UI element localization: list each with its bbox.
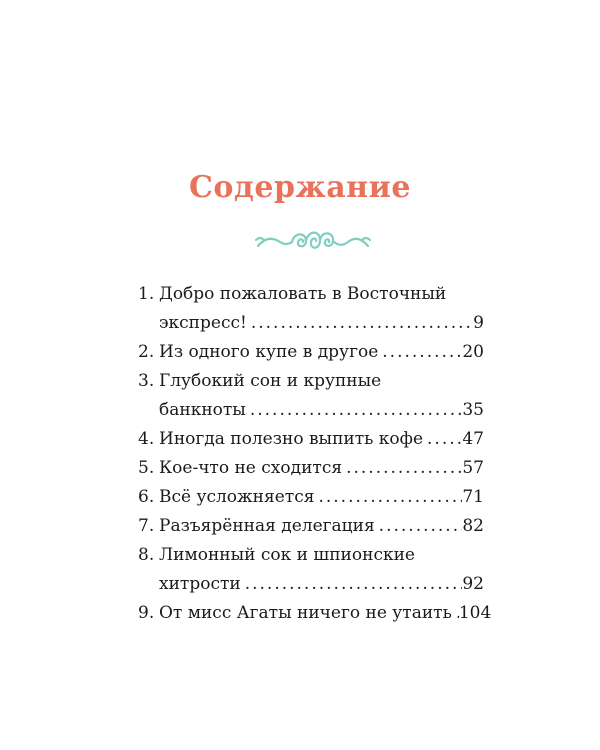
- toc-entry: [138, 425, 484, 454]
- toc-title: экспресс!: [159, 313, 247, 333]
- toc-page-number: 57: [462, 458, 484, 478]
- toc-entry: [138, 483, 484, 512]
- toc-line: [138, 280, 484, 309]
- page-title: Содержание: [189, 170, 411, 205]
- toc-number: 7.: [138, 516, 155, 536]
- table-of-contents: [138, 280, 492, 628]
- toc-number: 2.: [138, 342, 155, 362]
- toc-entry: [138, 599, 492, 628]
- toc-leader-dots: [342, 454, 462, 483]
- toc-line: [138, 541, 484, 570]
- toc-line: [138, 367, 484, 396]
- toc-line: [138, 512, 484, 541]
- toc-leader-dots: [246, 396, 463, 425]
- toc-number: 6.: [138, 487, 155, 507]
- toc-page-number: 82: [462, 516, 484, 536]
- toc-title: Глубокий сон и крупные: [159, 371, 382, 391]
- toc-title: Лимонный сок и шпионские: [159, 545, 415, 565]
- toc-leader-dots: [452, 599, 459, 628]
- toc-entry: [138, 280, 484, 338]
- toc-title: банкноты: [159, 400, 246, 420]
- toc-title: Разъярённая делегация: [159, 516, 375, 536]
- toc-page-number: 47: [462, 429, 484, 449]
- toc-number: 9.: [138, 603, 155, 623]
- toc-entry: [138, 541, 484, 599]
- toc-line: [138, 309, 484, 338]
- toc-leader-dots: [314, 483, 462, 512]
- toc-title: Кое-что не сходится: [159, 458, 343, 478]
- toc-page-number: 71: [462, 487, 484, 507]
- toc-number: 3.: [138, 371, 155, 391]
- toc-title: От мисс Агаты ничего не утаить: [159, 603, 452, 623]
- toc-entry: [138, 512, 484, 541]
- toc-page-number: 104: [458, 603, 492, 623]
- toc-line: [138, 483, 484, 512]
- toc-line: [138, 454, 484, 483]
- toc-page-number: 35: [462, 400, 484, 420]
- toc-leader-dots: [241, 570, 463, 599]
- toc-title: Добро пожаловать в Восточный: [159, 284, 447, 304]
- toc-leader-dots: [247, 309, 473, 338]
- toc-number: 1.: [138, 284, 155, 304]
- toc-line: [138, 396, 484, 425]
- toc-title: хитрости: [159, 574, 241, 594]
- swirl-ornament-icon: [254, 226, 372, 256]
- toc-line: [138, 599, 492, 628]
- toc-line: [138, 425, 484, 454]
- toc-leader-dots: [423, 425, 462, 454]
- toc-page-number: 20: [462, 342, 484, 362]
- toc-number: 8.: [138, 545, 155, 565]
- toc-title: Иногда полезно выпить кофе: [159, 429, 424, 449]
- toc-line: [138, 570, 484, 599]
- toc-entry: [138, 454, 484, 483]
- toc-leader-dots: [378, 338, 462, 367]
- toc-entry: [138, 367, 484, 425]
- toc-number: 5.: [138, 458, 155, 478]
- toc-line: [138, 338, 484, 367]
- toc-title: Из одного купе в другое: [159, 342, 379, 362]
- toc-title: Всё усложняется: [159, 487, 315, 507]
- toc-number: 4.: [138, 429, 155, 449]
- toc-leader-dots: [375, 512, 463, 541]
- toc-entry: [138, 338, 484, 367]
- toc-page-number: 92: [462, 574, 484, 594]
- toc-page-number: 9: [473, 313, 484, 333]
